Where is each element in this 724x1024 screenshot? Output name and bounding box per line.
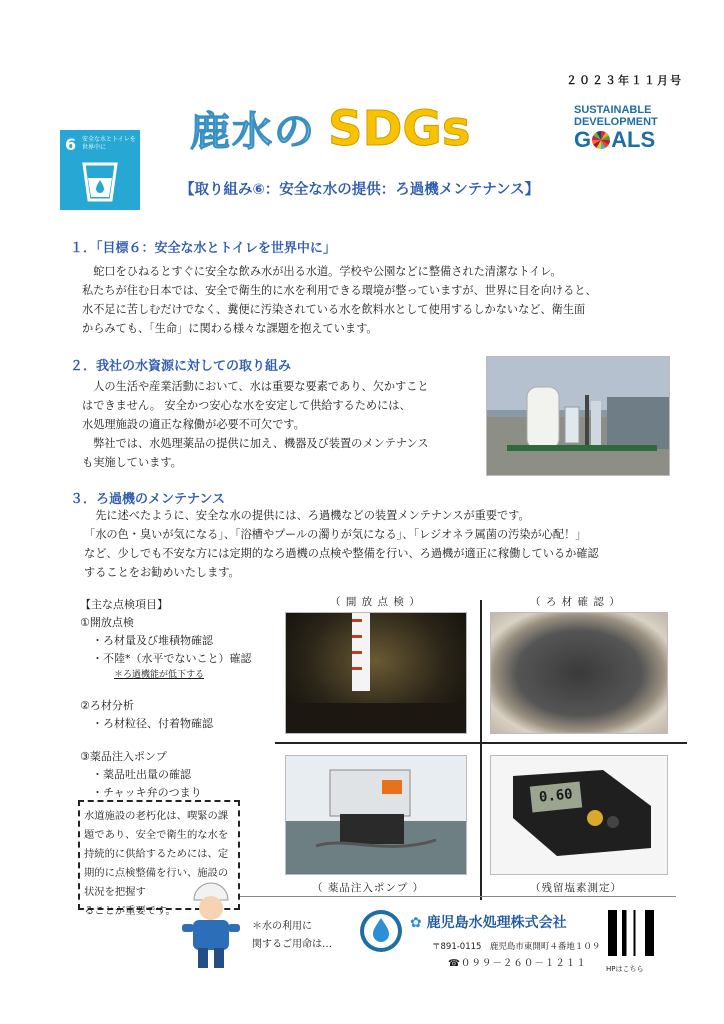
filtration-tank-illustration: [487, 357, 670, 476]
page-title: [190, 100, 470, 160]
sdg6-text: 安全な水とトイレを世界中に: [82, 136, 136, 151]
section2-body: [82, 377, 429, 472]
company-address: 〒891-0115 鹿児島市東開町４番地１０９: [432, 942, 601, 952]
check-item-1a: ・ろ材量及び堆積物確認: [92, 634, 213, 647]
open-inspection-photo: [285, 612, 467, 734]
company-mascot-logo: [360, 910, 402, 952]
sdg-wheel-icon: [592, 131, 610, 149]
check-item-1-note: ＊ろ過機能が低下する: [114, 670, 205, 680]
filter-media-photo: [490, 612, 668, 734]
phone-icon: ☎: [448, 958, 461, 969]
section2-line: 水処理施設の適正な稼働が必要不可欠です。: [82, 418, 305, 431]
section3-line: 先に述べたように、安全な水の提供には、ろ過機などの装置メンテナンスが重要です。: [84, 509, 530, 522]
facility-photo: [486, 356, 670, 476]
check-items-title: 【主な点検項目】: [80, 598, 168, 611]
sdgs-logo-goals: [574, 128, 674, 152]
section3-line: することをお勧めいたします。: [84, 566, 240, 579]
section3-line: など、少しでも不安な方には定期的なろ過機の点検や整備を行い、ろ過機が適正に稼働しているか確認: [84, 547, 599, 560]
check-item-3: ③薬品注入ポンプ: [80, 750, 167, 763]
goals-als: ALS: [611, 127, 656, 152]
goals-g: G: [574, 127, 592, 152]
qr-label: HPはこちら: [606, 965, 644, 973]
section1-heading: １．「目標６：安全な水とトイレを世界中に」: [70, 241, 336, 256]
contact-note: [252, 918, 332, 954]
chemical-pump-photo: [285, 755, 467, 875]
check-items: [80, 596, 252, 802]
contact-line2: 関するご用命は…: [252, 939, 332, 950]
caption-media-check: （ ろ 材 確 認 ）: [530, 596, 621, 608]
check-item-2: ②ろ材分析: [80, 699, 134, 712]
note-line: 期的に点検整備を行い、施設の: [84, 867, 229, 879]
measuring-rod-illustration: [286, 613, 467, 734]
title-en: SDGs: [328, 101, 471, 157]
footer-divider: [240, 896, 676, 897]
meter-display-value: 0.60: [538, 786, 574, 806]
worker-mascot-illustration: [176, 880, 246, 970]
section3-heading: ３．ろ過機のメンテナンス: [70, 492, 225, 507]
contact-line1: ＊水の利用に: [252, 921, 312, 932]
company-tel-number: ０９９－２６０－１２１１: [460, 958, 587, 969]
sdgs-logo-line2: DEVELOPMENT: [574, 116, 658, 128]
grid-divider-horizontal: [275, 742, 687, 744]
check-item-3a: ・薬品吐出量の確認: [92, 768, 191, 781]
sdg6-tile: [60, 130, 140, 210]
caption-chemical-pump: （ 薬品注入ポンプ ）: [312, 882, 425, 894]
check-item-1b: ・不陸*（水平でないこと）確認: [92, 652, 252, 665]
check-item-2a: ・ろ材粒径、付着物確認: [92, 717, 213, 730]
note-line: ることが重要です。: [84, 905, 176, 917]
section1-line: 水不足に苦しむだけでなく、糞便に汚染されている水を飲料水として使用するしかないなど、衛生面: [82, 303, 586, 316]
sdgs-logo: [574, 104, 674, 152]
grid-divider-vertical: [480, 600, 482, 900]
subtitle: 【取り組み⑥：安全な水の提供：ろ過機メンテナンス】: [180, 182, 540, 198]
section2-heading: ２．我社の水資源に対しての取り組み: [70, 359, 292, 374]
title-jp: 鹿水の: [190, 109, 316, 155]
section2-line: 弊社では、水処理薬品の提供に加え、機器及び装置のメンテナンス: [82, 437, 429, 450]
note-line: 水道施設の老朽化は、喫緊の課: [84, 810, 229, 822]
company-tel: [448, 955, 587, 969]
section1-body: [82, 262, 597, 338]
chlorine-meter-photo: [490, 755, 668, 875]
note-line: 状況を把握す: [84, 886, 146, 898]
section2-line: はできません。 安全かつ安心な水を安定して供給するためには、: [82, 399, 411, 412]
chlorine-meter-illustration: [491, 756, 668, 875]
caption-residual-chlorine: （残留塩素測定）: [530, 882, 622, 894]
section3-line: 「水の色・臭いが気になる」、「浴槽やプールの濁りが気になる」、「レジオネラ属菌の汚染が心配！」: [84, 528, 587, 541]
check-item-1: ①開放点検: [80, 616, 134, 629]
section2-line: 人の生活や産業活動において、水は重要な要素であり、欠かすこと: [82, 380, 429, 393]
pump-illustration: [286, 756, 467, 875]
qr-code[interactable]: [608, 910, 654, 956]
check-item-3b: ・チャッキ弁のつまり: [92, 786, 202, 799]
company-emblem-icon: [360, 910, 402, 952]
note-line: 題であり、安全で衛生的な水を: [84, 829, 229, 841]
caption-open-inspection: （ 開 放 点 検 ）: [330, 596, 421, 608]
issue-date: ２０２３年１１月号: [566, 74, 683, 87]
section3-body: [84, 506, 599, 582]
company-logo-icon: ✿: [410, 915, 422, 931]
section2-line: も実施しています。: [82, 456, 182, 469]
sdg6-number: 6: [65, 135, 77, 154]
water-glass-icon: [78, 160, 122, 204]
section1-line: 蛇口をひねるとすぐに安全な飲み水が出る水道。学校や公園などに整備された清潔なトイレ。: [82, 265, 562, 278]
note-line: 持続的に供給するためには、定: [84, 848, 229, 860]
company-name: [410, 912, 567, 932]
company-name-text: 鹿児島水処理株式会社: [426, 915, 567, 931]
sdgs-logo-line1: SUSTAINABLE: [574, 104, 652, 116]
section1-line: 私たちが住む日本では、安全で衛生的に水を利用できる環境が整っていますが、世界に目を向けると、: [82, 284, 597, 297]
section1-line: からみても、「生命」に関わる様々な課題を抱えています。: [82, 322, 378, 335]
